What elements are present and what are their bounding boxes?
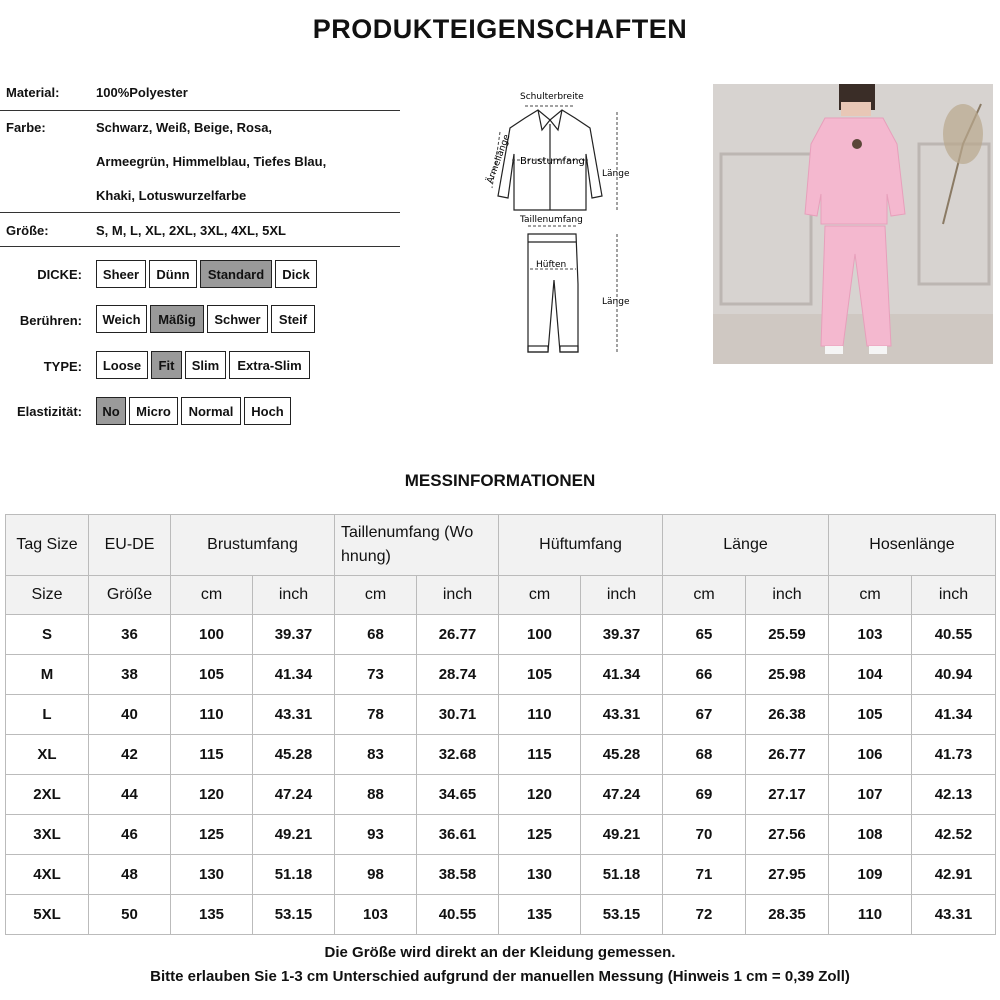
garment-diagram [470,84,650,364]
page-title: PRODUKTEIGENSCHAFTEN [312,14,688,44]
table-cell: 73 [335,655,417,695]
table-cell: 36 [89,615,171,655]
header-taillenumfang [335,515,499,576]
table-cell: 49.21 [581,815,663,855]
table-cell: 83 [335,735,417,775]
table-cell: 26.77 [746,735,829,775]
table-cell: 93 [335,815,417,855]
table-cell: 72 [663,895,746,935]
table-cell: 68 [335,615,417,655]
table-cell: 108 [829,815,912,855]
table-cell: 39.37 [253,615,335,655]
subheader-cell: inch [417,576,499,615]
table-cell: M [6,655,89,695]
farbe-value-line2: Armeegrün, Himmelblau, Tiefes Blau, [96,154,327,169]
beruehren-option-steif: Steif [271,305,315,333]
dicke-option-standard: Standard [200,260,272,288]
table-cell: 38.58 [417,855,499,895]
table-cell: 103 [829,615,912,655]
pants-outline [528,234,578,352]
table-cell: 39.37 [581,615,663,655]
header-tag-size: Tag Size [6,515,89,576]
elastizitaet-option-micro: Micro [129,397,178,425]
subheader-cell: inch [912,576,996,615]
table-cell: 104 [829,655,912,695]
table-cell: 120 [171,775,253,815]
table-cell: 103 [335,895,417,935]
table-cell: 115 [171,735,253,775]
divider [0,212,400,213]
elastizitaet-option-normal: Normal [181,397,241,425]
table-cell: 44 [89,775,171,815]
table-cell: 2XL [6,775,89,815]
table-cell: 68 [663,735,746,775]
type-option-slim: Slim [185,351,226,379]
divider [0,110,400,111]
note-line-1: Die Größe wird direkt an der Kleidung gemessen. [324,944,676,961]
measurement-section-title: MESSINFORMATIONEN [404,471,596,490]
divider [0,246,400,247]
table-cell: 38 [89,655,171,695]
table-row [6,895,996,935]
table-cell: 41.34 [253,655,335,695]
table-cell: 40 [89,695,171,735]
header-taillenumfang-line2: hnung) [341,548,391,565]
table-cell: 105 [499,655,581,695]
diagram-hip-label: Hüften [536,260,567,270]
beruehren-option-schwer: Schwer [207,305,268,333]
farbe-label: Farbe: [6,120,46,135]
table-cell: 88 [335,775,417,815]
subheader-cell: cm [171,576,253,615]
subheader-cell: inch [581,576,663,615]
table-cell: 110 [171,695,253,735]
table-cell: 106 [829,735,912,775]
table-cell: 65 [663,615,746,655]
table-cell: 28.35 [746,895,829,935]
table-cell: 32.68 [417,735,499,775]
table-row [6,815,996,855]
table-cell: 41.34 [912,695,996,735]
type-label: TYPE: [43,359,82,374]
elastizitaet-option-hoch: Hoch [244,397,291,425]
table-cell: 105 [171,655,253,695]
table-cell: 43.31 [253,695,335,735]
table-cell: 40.55 [417,895,499,935]
table-cell: 3XL [6,815,89,855]
table-cell: 46 [89,815,171,855]
table-cell: 100 [171,615,253,655]
table-cell: 130 [499,855,581,895]
product-photo [713,84,993,364]
table-cell: 36.61 [417,815,499,855]
type-option-fit: Fit [151,351,182,379]
table-cell: 27.17 [746,775,829,815]
header-taillenumfang-line1: Taillenumfang (Wo [341,524,474,541]
elastizitaet-label: Elastizität: [16,404,82,419]
table-header-row [6,515,996,576]
pants-cuff-right [560,346,578,352]
table-cell: 125 [499,815,581,855]
beruehren-option-maessig: Mäßig [150,305,204,333]
necklace-pendant [852,139,862,149]
header-eu-de: EU-DE [89,515,171,576]
table-row [6,855,996,895]
table-row [6,615,996,655]
farbe-value-line1: Schwarz, Weiß, Beige, Rosa, [96,120,273,135]
table-cell: 27.56 [746,815,829,855]
table-cell: 42 [89,735,171,775]
diagram-bust-label: Brustumfang [520,156,585,167]
type-option-extra-slim: Extra-Slim [229,351,310,379]
table-cell: 100 [499,615,581,655]
table-cell: 25.98 [746,655,829,695]
dicke-label: DICKE: [37,267,82,282]
table-cell: 98 [335,855,417,895]
diagram-length-top-label: Länge [602,169,630,179]
table-row [6,735,996,775]
table-row [6,775,996,815]
material-label: Material: [6,85,60,100]
header-brustumfang: Brustumfang [171,515,335,576]
table-cell: 5XL [6,895,89,935]
table-cell: 42.91 [912,855,996,895]
table-cell: 43.31 [581,695,663,735]
groesse-label: Größe: [6,223,49,238]
table-cell: 45.28 [253,735,335,775]
header-hosenlaenge: Hosenlänge [829,515,996,576]
table-row [6,655,996,695]
diagram-shoulder-label: Schulterbreite [520,92,584,102]
dicke-option-sheer: Sheer [96,260,146,288]
elastizitaet-option-no: No [96,397,126,425]
table-row [6,695,996,735]
shoe-left [825,346,843,354]
table-cell: 110 [499,695,581,735]
table-cell: 107 [829,775,912,815]
model-neck [841,102,871,116]
material-value: 100%Polyester [96,85,188,100]
table-cell: 40.94 [912,655,996,695]
beruehren-label: Berühren: [19,313,82,328]
table-cell: 25.59 [746,615,829,655]
dicke-option-duenn: Dünn [149,260,197,288]
type-option-loose: Loose [96,351,148,379]
table-cell: 109 [829,855,912,895]
table-cell: 28.74 [417,655,499,695]
table-cell: S [6,615,89,655]
table-cell: 34.65 [417,775,499,815]
groesse-value: S, M, L, XL, 2XL, 3XL, 4XL, 5XL [96,223,286,238]
header-laenge: Länge [663,515,829,576]
table-cell: 135 [499,895,581,935]
table-cell: 125 [171,815,253,855]
table-cell: 51.18 [581,855,663,895]
table-cell: 105 [829,695,912,735]
table-cell: 45.28 [581,735,663,775]
shoe-right [869,346,887,354]
note-line-2: Bitte erlauben Sie 1-3 cm Unterschied aufgrund der manuellen Messung (Hinweis 1 cm = 0,39 Zoll) [150,968,850,985]
pampas-grass [943,104,983,164]
table-cell: 41.34 [581,655,663,695]
pants-cuff-left [528,346,548,352]
header-hueftumfang: Hüftumfang [499,515,663,576]
table-cell: L [6,695,89,735]
subheader-cell: inch [746,576,829,615]
diagram-waist-label: Taillenumfang [520,215,583,225]
table-cell: 26.38 [746,695,829,735]
table-cell: 43.31 [912,895,996,935]
diagram-sleeve-label: Ärmellänge [485,133,513,186]
dicke-option-dick: Dick [275,260,317,288]
subheader-cell: Größe [89,576,171,615]
photo-floor [713,314,993,364]
table-cell: 42.13 [912,775,996,815]
subheader-cell: cm [663,576,746,615]
subheader-cell: cm [499,576,581,615]
table-cell: 53.15 [253,895,335,935]
table-cell: 40.55 [912,615,996,655]
table-cell: 27.95 [746,855,829,895]
table-cell: 42.52 [912,815,996,855]
table-cell: 4XL [6,855,89,895]
table-cell: 49.21 [253,815,335,855]
subheader-cell: cm [829,576,912,615]
table-cell: 115 [499,735,581,775]
table-cell: 69 [663,775,746,815]
table-cell: 70 [663,815,746,855]
table-cell: 50 [89,895,171,935]
table-subheader-row [6,576,996,615]
subheader-cell: cm [335,576,417,615]
table-cell: 48 [89,855,171,895]
table-cell: 47.24 [581,775,663,815]
table-cell: 135 [171,895,253,935]
beruehren-option-weich: Weich [96,305,147,333]
table-cell: 66 [663,655,746,695]
table-cell: 120 [499,775,581,815]
table-cell: 41.73 [912,735,996,775]
table-cell: 78 [335,695,417,735]
table-cell: 130 [171,855,253,895]
size-table [5,514,996,935]
table-cell: 71 [663,855,746,895]
table-cell: 51.18 [253,855,335,895]
diagram-length-pants-label: Länge [602,297,630,307]
table-cell: 53.15 [581,895,663,935]
subheader-cell: inch [253,576,335,615]
farbe-value-line3: Khaki, Lotuswurzelfarbe [96,188,247,203]
table-cell: 26.77 [417,615,499,655]
table-cell: 110 [829,895,912,935]
table-cell: 30.71 [417,695,499,735]
table-body [6,615,996,935]
table-cell: XL [6,735,89,775]
table-cell: 67 [663,695,746,735]
table-cell: 47.24 [253,775,335,815]
subheader-cell: Size [6,576,89,615]
